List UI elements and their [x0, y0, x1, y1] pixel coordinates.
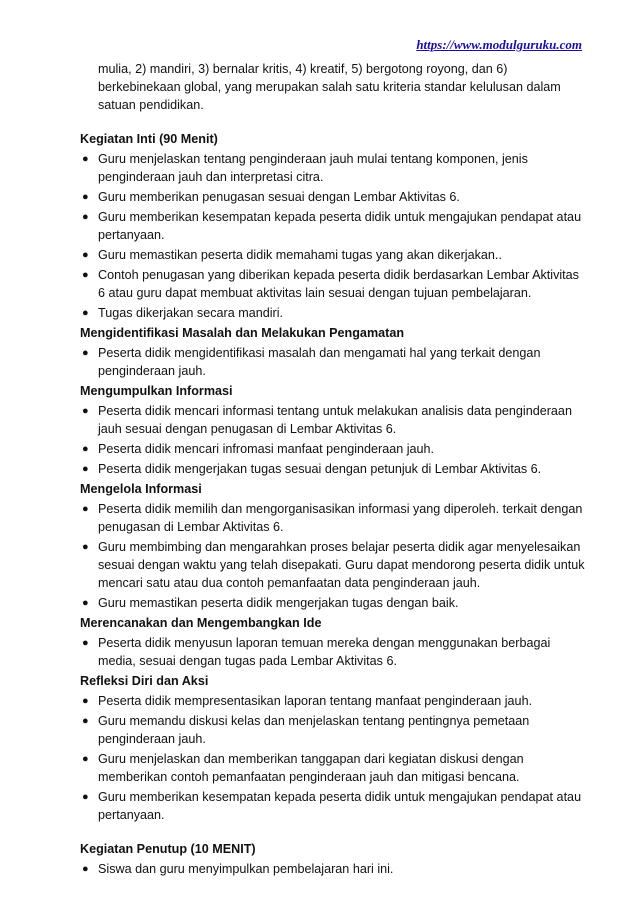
bullet-icon: ●: [82, 715, 89, 727]
bullet-icon: ●: [82, 637, 89, 649]
list-item-text: Guru memastikan peserta didik mengerjakan tugas dengan baik.: [98, 596, 459, 610]
list-item: [80, 634, 585, 670]
bullet-icon: ●: [82, 307, 89, 319]
bullet-icon: ●: [82, 211, 89, 223]
list-item: [80, 594, 585, 612]
list-item-text: Peserta didik mencari informasi tentang untuk melakukan analisis data penginderaan jauh sesuai dengan penugasan di Lembar Aktivitas 6.: [98, 404, 572, 436]
list-item: [80, 538, 585, 592]
list-item: [80, 304, 585, 322]
heading-mengidentifikasi: Mengidentifikasi Masalah dan Melakukan Pengamatan: [80, 326, 405, 340]
list-item-text: Guru menjelaskan tentang penginderaan jauh mulai tentang komponen, jenis penginderaan jauh dan interpretasi citra.: [98, 152, 528, 184]
list-item-text: Peserta didik menyusun laporan temuan mereka dengan menggunakan berbagai media, sesuai dengan tugas pada Lembar Aktivitas 6.: [98, 636, 551, 668]
list-item-text: Guru memberikan penugasan sesuai dengan Lembar Aktivitas 6.: [98, 190, 460, 204]
list-item: [80, 208, 585, 244]
list-item-text: Peserta didik memilih dan mengorganisasikan informasi yang diperoleh. terkait dengan penugasan di Lembar Aktivitas 6.: [98, 502, 583, 534]
bullet-icon: ●: [82, 695, 89, 707]
bullet-icon: ●: [82, 249, 89, 261]
list-item: [80, 246, 585, 264]
list-item: [80, 788, 585, 824]
bullet-icon: ●: [82, 347, 89, 359]
bullet-icon: ●: [82, 753, 89, 765]
bullet-icon: ●: [82, 269, 89, 281]
bullet-icon: ●: [82, 541, 89, 553]
list-item: [80, 402, 585, 438]
list-item: [80, 440, 585, 458]
list-item-text: Guru memandu diskusi kelas dan menjelaskan tentang pentingnya pemetaan penginderaan jauh.: [98, 714, 530, 746]
list-item: [80, 344, 585, 380]
bullet-icon: ●: [82, 191, 89, 203]
heading-mengelola-informasi: Mengelola Informasi: [80, 482, 202, 496]
list-item-text: Tugas dikerjakan secara mandiri.: [98, 306, 284, 320]
list-item: [80, 712, 585, 748]
list-item-text: Peserta didik mencari infromasi manfaat penginderaan jauh.: [98, 442, 435, 456]
bullet-icon: ●: [82, 405, 89, 417]
list-item-text: Guru membimbing dan mengarahkan proses belajar peserta didik agar menyelesaikan sesuai dengan waktu yang telah disepakati. Guru dapat mendorong peserta didik untuk mencari satu atau dua contoh pemanfaatan data penginderaan jauh.: [98, 540, 585, 590]
bullet-icon: ●: [82, 503, 89, 515]
bullet-icon: ●: [82, 153, 89, 165]
bullet-icon: ●: [82, 791, 89, 803]
list-mengelola-informasi: [80, 500, 585, 612]
bullet-icon: ●: [82, 597, 89, 609]
document-body: [80, 60, 585, 878]
list-item-text: Peserta didik mengidentifikasi masalah dan mengamati hal yang terkait dengan penginderaan jauh.: [98, 346, 541, 378]
website-link[interactable]: https://www.modulguruku.com: [416, 37, 582, 52]
list-item: [80, 150, 585, 186]
list-mengumpulkan-informasi: [80, 402, 585, 478]
list-item-text: Siswa dan guru menyimpulkan pembelajaran hari ini.: [98, 862, 394, 876]
heading-kegiatan-inti: Kegiatan Inti (90 Menit): [80, 132, 218, 146]
heading-kegiatan-penutup: Kegiatan Penutup (10 MENIT): [80, 842, 256, 856]
bullet-icon: ●: [82, 863, 89, 875]
list-item: [80, 750, 585, 786]
list-item-text: Guru menjelaskan dan memberikan tanggapan dari kegiatan diskusi dengan memberikan contoh pemanfaatan penginderaan jauh dan mitigasi bencana.: [98, 752, 524, 784]
list-item: [80, 188, 585, 206]
list-item-text: Guru memberikan kesempatan kepada peserta didik untuk mengajukan pendapat atau pertanyaan.: [98, 210, 582, 242]
list-item-text: Peserta didik mempresentasikan laporan tentang manfaat penginderaan jauh.: [98, 694, 533, 708]
heading-merencanakan: Merencanakan dan Mengembangkan Ide: [80, 616, 322, 630]
list-item-text: Contoh penugasan yang diberikan kepada peserta didik berdasarkan Lembar Aktivitas 6 atau guru dapat membuat aktivitas lain sesuai dengan tujuan pembelajaran.: [98, 268, 579, 300]
list-item: [80, 860, 585, 878]
list-mengidentifikasi: [80, 344, 585, 380]
heading-mengumpulkan-informasi: Mengumpulkan Informasi: [80, 384, 233, 398]
bullet-icon: ●: [82, 443, 89, 455]
heading-refleksi: Refleksi Diri dan Aksi: [80, 674, 209, 688]
list-item: [80, 692, 585, 710]
list-item-text: Guru memastikan peserta didik memahami tugas yang akan dikerjakan..: [98, 248, 502, 262]
list-refleksi: [80, 692, 585, 824]
list-item: [80, 266, 585, 302]
list-item-text: Peserta didik mengerjakan tugas sesuai dengan petunjuk di Lembar Aktivitas 6.: [98, 462, 542, 476]
list-kegiatan-inti: [80, 150, 585, 322]
list-item-text: Guru memberikan kesempatan kepada peserta didik untuk mengajukan pendapat atau pertanyaan.: [98, 790, 582, 822]
intro-paragraph: mulia, 2) mandiri, 3) bernalar kritis, 4) kreatif, 5) bergotong royong, dan 6) berkebinekaan global, yang merupakan salah satu kriteria standar kelulusan dalam satuan pendidikan.: [98, 62, 561, 112]
list-kegiatan-penutup: [80, 860, 585, 878]
list-item: [80, 460, 585, 478]
list-item: [80, 500, 585, 536]
bullet-icon: ●: [82, 463, 89, 475]
list-merencanakan: [80, 634, 585, 670]
